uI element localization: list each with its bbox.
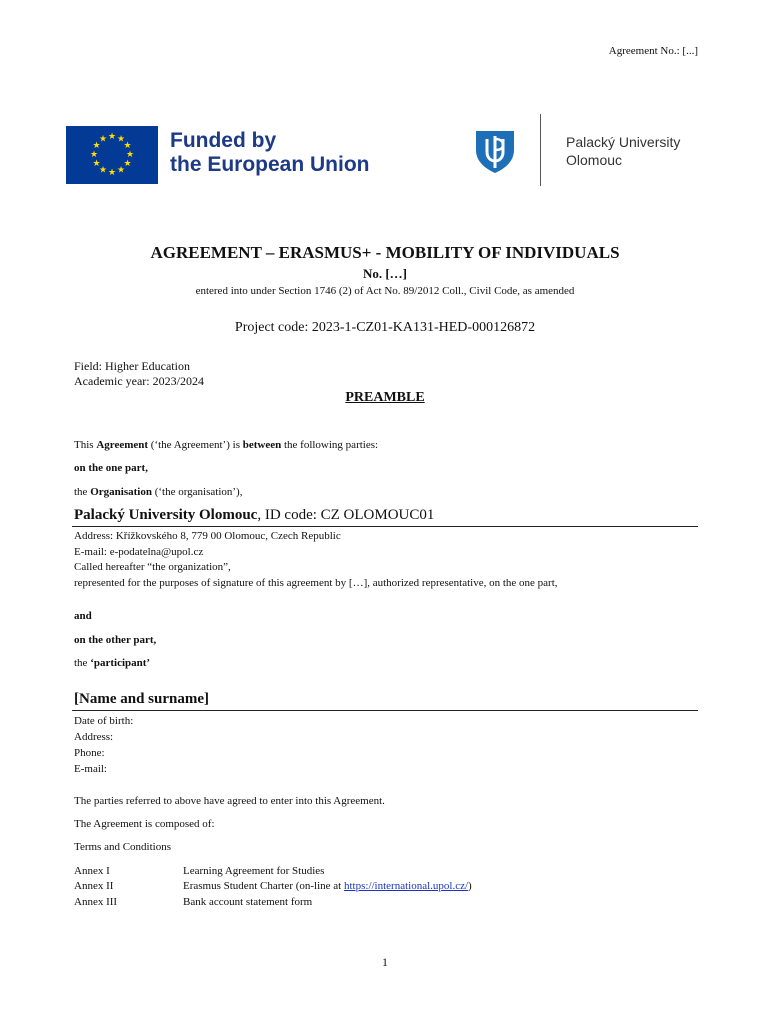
svg-text:★: ★ bbox=[123, 159, 132, 169]
organisation-represented: represented for the purposes of signature of this agreement by […], authorized representative, on the one part, bbox=[74, 576, 558, 589]
participant-line-text: the bbox=[74, 657, 91, 669]
participant-phone: Phone: bbox=[74, 747, 105, 759]
svg-text:★: ★ bbox=[116, 165, 126, 176]
organisation-name: Palacký University Olomouc bbox=[74, 507, 258, 523]
organisation-line-text-1: the bbox=[74, 486, 91, 498]
organisation-address: Address: Křížkovského 8, 779 00 Olomouc, Czech Republic bbox=[74, 530, 341, 542]
field-of-study: Field: Higher Education bbox=[74, 359, 190, 373]
organisation-id: , ID code: CZ OLOMOUC01 bbox=[257, 507, 435, 523]
document-title: AGREEMENT – ERASMUS+ - MOBILITY OF INDIVIDUALS bbox=[150, 243, 620, 262]
svg-text:★: ★ bbox=[123, 141, 132, 151]
agreed-sentence: The parties referred to above have agreed to enter into this Agreement. bbox=[74, 795, 385, 807]
participant-email: E-mail: bbox=[74, 763, 107, 775]
svg-text:★: ★ bbox=[98, 165, 108, 176]
participant-details bbox=[74, 713, 133, 777]
annex-label: Annex III bbox=[74, 896, 118, 908]
participant-line bbox=[74, 657, 150, 669]
terms-label: Terms and Conditions bbox=[74, 841, 172, 853]
organisation-line-text-2: (‘the organisation’), bbox=[151, 486, 243, 498]
annex-label: Annex II bbox=[74, 880, 114, 892]
charter-link[interactable]: https://international.upol.cz/ bbox=[344, 880, 469, 892]
participant-address: Address: bbox=[74, 731, 114, 743]
svg-text:★: ★ bbox=[92, 141, 101, 151]
organisation-details bbox=[74, 529, 558, 591]
intro-text-2: (‘the Agreement’) is bbox=[148, 439, 243, 451]
and-label: and bbox=[74, 610, 92, 622]
svg-text:★: ★ bbox=[98, 134, 108, 145]
svg-text:★: ★ bbox=[116, 134, 126, 145]
svg-text:★: ★ bbox=[125, 150, 135, 160]
participant-line-bold: ‘participant’ bbox=[90, 657, 151, 669]
svg-text:★: ★ bbox=[107, 132, 117, 142]
annex-value bbox=[183, 880, 472, 892]
annex-label: Annex I bbox=[74, 865, 110, 877]
organisation-email: E-mail: e-podatelna@upol.cz bbox=[74, 545, 204, 558]
page-number: 1 bbox=[382, 955, 388, 969]
organisation-line bbox=[74, 486, 242, 498]
annex-value-text: Erasmus Student Charter (on-line at bbox=[183, 880, 344, 892]
svg-text:★: ★ bbox=[92, 159, 101, 169]
agreement-number: Agreement No.: [...] bbox=[608, 45, 698, 57]
svg-text:★: ★ bbox=[89, 150, 99, 160]
intro-bold-agreement: Agreement bbox=[96, 439, 149, 451]
organisation-heading bbox=[74, 507, 434, 524]
project-code: Project code: 2023-1-CZ01-KA131-HED-000126872 bbox=[234, 320, 536, 335]
legal-basis: entered into under Section 1746 (2) of Act No. 89/2012 Coll., Civil Code, as amended bbox=[195, 285, 575, 297]
organisation-called: Called hereafter “the organization”, bbox=[74, 561, 231, 573]
academic-year: Academic year: 2023/2024 bbox=[74, 374, 204, 388]
participant-rule bbox=[72, 710, 698, 711]
organisation-rule bbox=[72, 526, 698, 527]
one-part-label: on the one part, bbox=[74, 462, 148, 474]
logo-divider bbox=[540, 114, 541, 186]
svg-text:★: ★ bbox=[107, 168, 117, 178]
intro-text-1: This bbox=[74, 439, 97, 451]
eu-label-line1: Funded by bbox=[170, 129, 277, 152]
eu-flag-icon bbox=[66, 126, 158, 184]
university-shield-icon bbox=[472, 128, 518, 174]
eu-funding-label bbox=[170, 129, 370, 177]
annex-value-close: ) bbox=[468, 880, 472, 892]
organisation-line-bold: Organisation bbox=[90, 486, 152, 498]
university-label-line1: Palacký University bbox=[566, 134, 681, 150]
preamble-heading: PREAMBLE bbox=[345, 390, 425, 405]
other-part-label: on the other part, bbox=[74, 634, 157, 646]
annex-value: Learning Agreement for Studies bbox=[183, 865, 325, 877]
university-logo-label bbox=[566, 133, 680, 169]
intro-bold-between: between bbox=[242, 439, 282, 451]
intro-text-3: the following parties: bbox=[281, 439, 379, 451]
university-label-line2: Olomouc bbox=[566, 152, 623, 168]
composed-sentence: The Agreement is composed of: bbox=[74, 818, 215, 830]
participant-dob: Date of birth: bbox=[74, 715, 134, 727]
intro-sentence bbox=[74, 439, 378, 451]
annex-value: Bank account statement form bbox=[183, 896, 313, 908]
document-number: No. […] bbox=[362, 266, 408, 281]
participant-heading: [Name and surname] bbox=[74, 691, 209, 707]
field-block bbox=[74, 359, 204, 389]
eu-label-line2: the European Union bbox=[170, 153, 370, 176]
